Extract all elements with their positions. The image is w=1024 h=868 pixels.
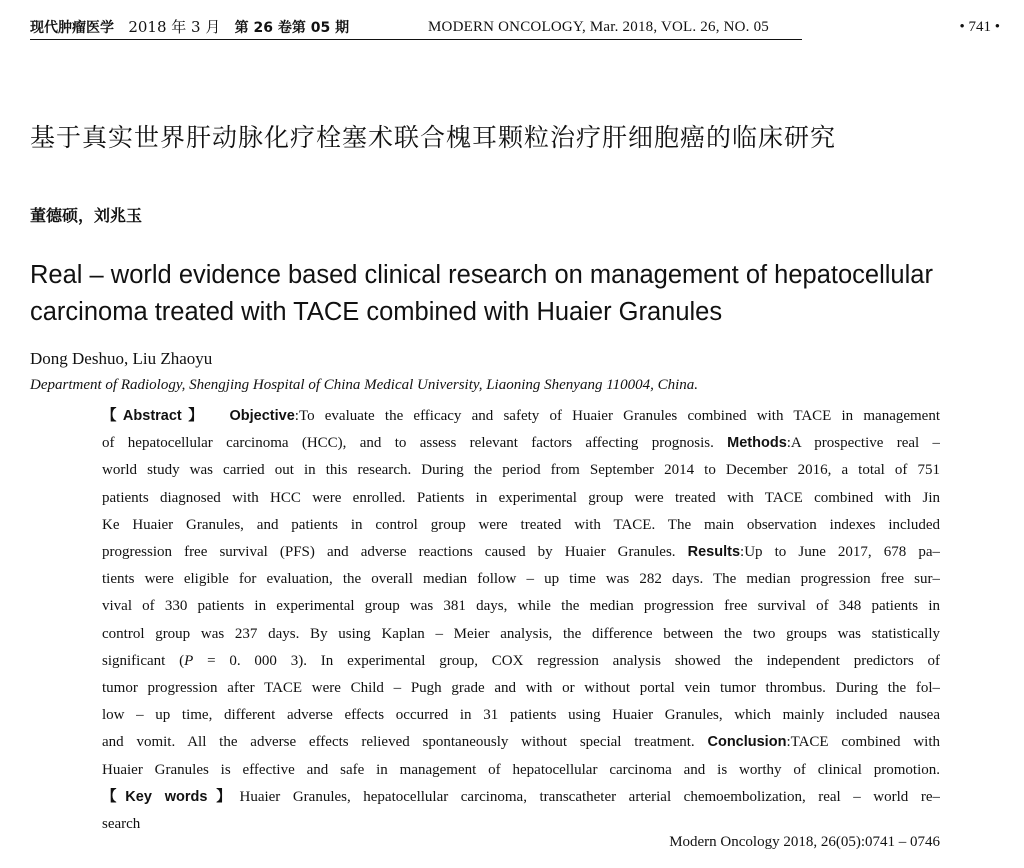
abstract-line: progression free survival (PFS) and adverse reactions caused by Huaier Granules. Results:Up to June 2017, 678 pa– [102, 544, 940, 561]
header-left [30, 14, 349, 41]
abstract-line: tumor progression after TACE were Child – Pugh grade and with or without portal vein tumor thrombus. During the fol– [102, 680, 940, 697]
keywords-line: search [102, 816, 141, 833]
header-rule [30, 39, 802, 40]
title-en-line: Real – world evidence based clinical research on management of hepatocellular [30, 261, 933, 289]
citation-footer: Modern Oncology 2018, 26(05):0741 – 0746 [669, 834, 940, 850]
journal-name-cn: 现代肿瘤医学 [30, 20, 114, 36]
conclusion-label: Conclusion [707, 734, 787, 751]
p-value-symbol: P [184, 652, 194, 669]
abstract-line: vival of 330 patients in experimental group was 381 days, while the median progression free survival of 348 patients in [102, 598, 940, 615]
abstract-line: and vomit. All the adverse effects relieved spontaneously without special treatment. Conclusion:TACE combined with [102, 734, 940, 751]
abstract-line: Ke Huaier Granules, and patients in control group were treated with TACE. The main observation indexes included [102, 516, 940, 533]
affiliation: Department of Radiology, Shengjing Hospital of China Medical University, Liaoning Shenyang 110004, China. [30, 377, 699, 393]
authors-english: Dong Deshuo, Liu Zhaoyu [30, 349, 213, 368]
page-number: • 741 • [959, 19, 1000, 35]
abstract-line: Huaier Granules is effective and safe in management of hepatocellular carcinoma and is worthy of clinical promotion. [102, 761, 940, 778]
abstract-block [102, 403, 940, 838]
abstract-line: patients diagnosed with HCC were enrolled. Patients in experimental group were treated with TACE combined with Jin [102, 489, 940, 506]
keywords-label: 【Key words】 [102, 788, 240, 805]
methods-label: Methods [727, 435, 787, 452]
running-header [30, 14, 1000, 40]
title-chinese: 基于真实世界肝动脉化疗栓塞术联合槐耳颗粒治疗肝细胞癌的临床研究 [30, 123, 837, 152]
title-english [30, 257, 1000, 331]
abstract-label: 【Abstract】 [102, 408, 210, 424]
abstract-line: significant (P = 0. 000 3). In experimental group, COX regression analysis showed the independent predictors of [102, 652, 940, 669]
results-label: Results [687, 544, 741, 561]
abstract-line: 【Abstract】 Objective:To evaluate the efficacy and safety of Huaier Granules combined with TACE in management [102, 408, 940, 424]
abstract-line: world study was carried out in this research. During the period from September 2014 to December 2016, a total of 751 [102, 462, 940, 479]
volume-issue-cn: 第 26 卷第 05 期 [234, 20, 350, 36]
abstract-line: control group was 237 days. By using Kaplan – Meier analysis, the difference between the two groups was statistically [102, 625, 940, 642]
keywords-line: 【Key words】Huaier Granules, hepatocellular carcinoma, transcatheter arterial chemoembolization, real – world re– [102, 788, 940, 805]
abstract-line: low – up time, different adverse effects occurred in 31 patients using Huaier Granules, which mainly included nausea [102, 707, 940, 724]
abstract-line: of hepatocellular carcinoma (HCC), and to assess relevant factors affecting prognosis. Methods:A prospective real – [102, 435, 940, 452]
abstract-line: tients were eligible for evaluation, the overall median follow – up time was 282 days. The median progression free sur– [102, 571, 940, 588]
title-en-line: carcinoma treated with TACE combined with Huaier Granules [30, 298, 723, 326]
issue-date-cn: 2018 年 3 月 [128, 18, 221, 36]
journal-name-en: MODERN ONCOLOGY, Mar. 2018, VOL. 26, NO. 05 [428, 19, 769, 35]
authors-chinese: 董德硕，刘兆玉 [30, 206, 143, 225]
objective-label: Objective [229, 408, 295, 424]
